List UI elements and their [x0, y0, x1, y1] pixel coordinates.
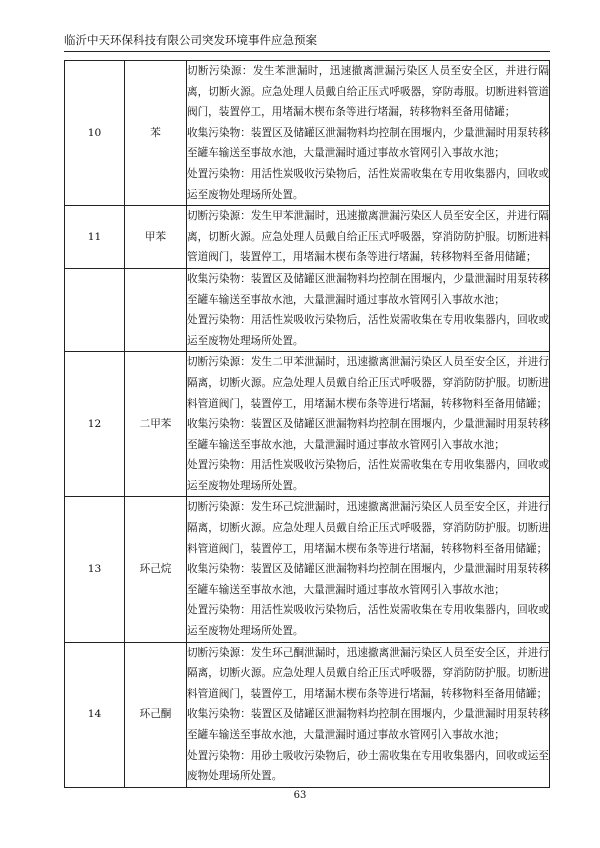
substance-name: 苯: [125, 61, 187, 206]
substance-name: 二甲苯: [125, 352, 187, 497]
measure-cut-off: 切断污染源：发生环己酮泄漏时，迅速撤离泄漏污染区人员至安全区，并进行隔离，切断火源。应急处理人员戴自给正压式呼吸器，穿消防防护服。切断进料管道阀门，装置停工，用堵漏木楔布条等进行堵漏，转移物料至备用储罐；: [187, 646, 549, 700]
measure-dispose: 处置污染物：用活性炭吸收污染物后，活性炭需收集在专用收集器内，回收或运至废物处理场所处置。: [187, 314, 549, 347]
row-number: 10: [65, 61, 125, 206]
measure-dispose: 处置污染物：用砂土吸收污染物后，砂土需收集在专用收集器内，回收或运至废物处理场所处置。: [187, 749, 549, 783]
measure-collect: 收集污染物：装置区及储罐区泄漏物料均控制在围堰内，少量泄漏时用泵转移至罐车输送至事故水池，大量泄漏时通过事故水管网引入事故水池；: [187, 272, 549, 306]
row-number: [65, 268, 125, 351]
table-row: [65, 352, 550, 497]
substance-name: [125, 268, 187, 351]
substance-name: 环己烷: [125, 497, 187, 642]
row-number: 13: [65, 497, 125, 642]
table-row: [65, 61, 550, 206]
page-number: 63: [293, 790, 307, 801]
measures-cell: [187, 61, 550, 206]
measure-dispose: 处置污染物：用活性炭吸收污染物后，活性炭需收集在专用收集器内，回收或运至废物处理场所处置。: [187, 459, 549, 492]
row-number: 12: [65, 352, 125, 497]
measures-cell: [187, 206, 550, 269]
row-number: 14: [65, 642, 125, 787]
measure-collect: 收集污染物：装置区及储罐区泄漏物料均控制在围堰内，少量泄漏时用泵转移至罐车输送至事故水池，大量泄漏时通过事故水管网引入事故水池；: [187, 126, 549, 160]
table-row: [65, 206, 550, 269]
measure-cut-off: 切断污染源：发生二甲苯泄漏时，迅速撤离泄漏污染区人员至安全区，并进行隔离，切断火源。应急处理人员戴自给正压式呼吸器，穿消防防护服。切断进料管道阀门，装置停工，用堵漏木楔布条等进行堵漏，转移物料至备用储罐；: [187, 356, 549, 410]
table-row: [65, 268, 550, 351]
measure-collect: 收集污染物：装置区及储罐区泄漏物料均控制在围堰内，少量泄漏时用泵转移至罐车输送至事故水池，大量泄漏时通过事故水管网引入事故水池；: [187, 708, 549, 741]
document-header: 临沂中天环保科技有限公司突发环境事件应急预案: [64, 33, 317, 47]
row-number: 11: [65, 206, 125, 269]
measure-cut-off: 切断污染源：发生环己烷泄漏时，迅速撤离泄漏污染区人员至安全区，并进行隔离，切断火源。应急处理人员戴自给正压式呼吸器，穿消防防护服。切断进料管道阀门，装置停工，用堵漏木楔布条等进行堵漏，转移物料至备用储罐；: [187, 501, 549, 555]
table-row: [65, 642, 550, 787]
measure-cut-off: 切断污染源：发生苯泄漏时，迅速撤离泄漏污染区人员至安全区，并进行隔离，切断火源。应急处理人员戴自给正压式呼吸器，穿防毒服。切断进料管道阀门，装置停工，用堵漏木楔布条等进行堵漏，转移物料至备用储罐；: [187, 65, 549, 119]
measures-cell: [187, 497, 550, 642]
substance-name: 环己酮: [125, 642, 187, 787]
header-rule: [64, 51, 550, 52]
measure-cut-off: 切断污染源：发生甲苯泄漏时，迅速撤离泄漏污染区人员至安全区，并进行隔离，切断火源。应急处理人员戴自给正压式呼吸器，穿消防防护服。切断进料管道阀门，装置停工，用堵漏木楔布条等进行堵漏，转移物料至备用储罐；: [187, 210, 549, 264]
measure-collect: 收集污染物：装置区及储罐区泄漏物料均控制在围堰内，少量泄漏时用泵转移至罐车输送至事故水池，大量泄漏时通过事故水管网引入事故水池；: [187, 563, 549, 596]
measures-cell: [187, 642, 550, 787]
emergency-measures-table: [64, 60, 550, 788]
measure-collect: 收集污染物：装置区及储罐区泄漏物料均控制在围堰内，少量泄漏时用泵转移至罐车输送至事故水池，大量泄漏时通过事故水管网引入事故水池；: [187, 418, 549, 451]
measure-dispose: 处置污染物：用活性炭吸收污染物后，活性炭需收集在专用收集器内，回收或运至废物处理场所处置。: [187, 167, 549, 201]
measure-dispose: 处置污染物：用活性炭吸收污染物后，活性炭需收集在专用收集器内，回收或运至废物处理场所处置。: [187, 604, 549, 638]
measures-cell: [187, 352, 550, 497]
table-row: [65, 497, 550, 642]
substance-name: 甲苯: [125, 206, 187, 269]
measures-cell: [187, 268, 550, 351]
